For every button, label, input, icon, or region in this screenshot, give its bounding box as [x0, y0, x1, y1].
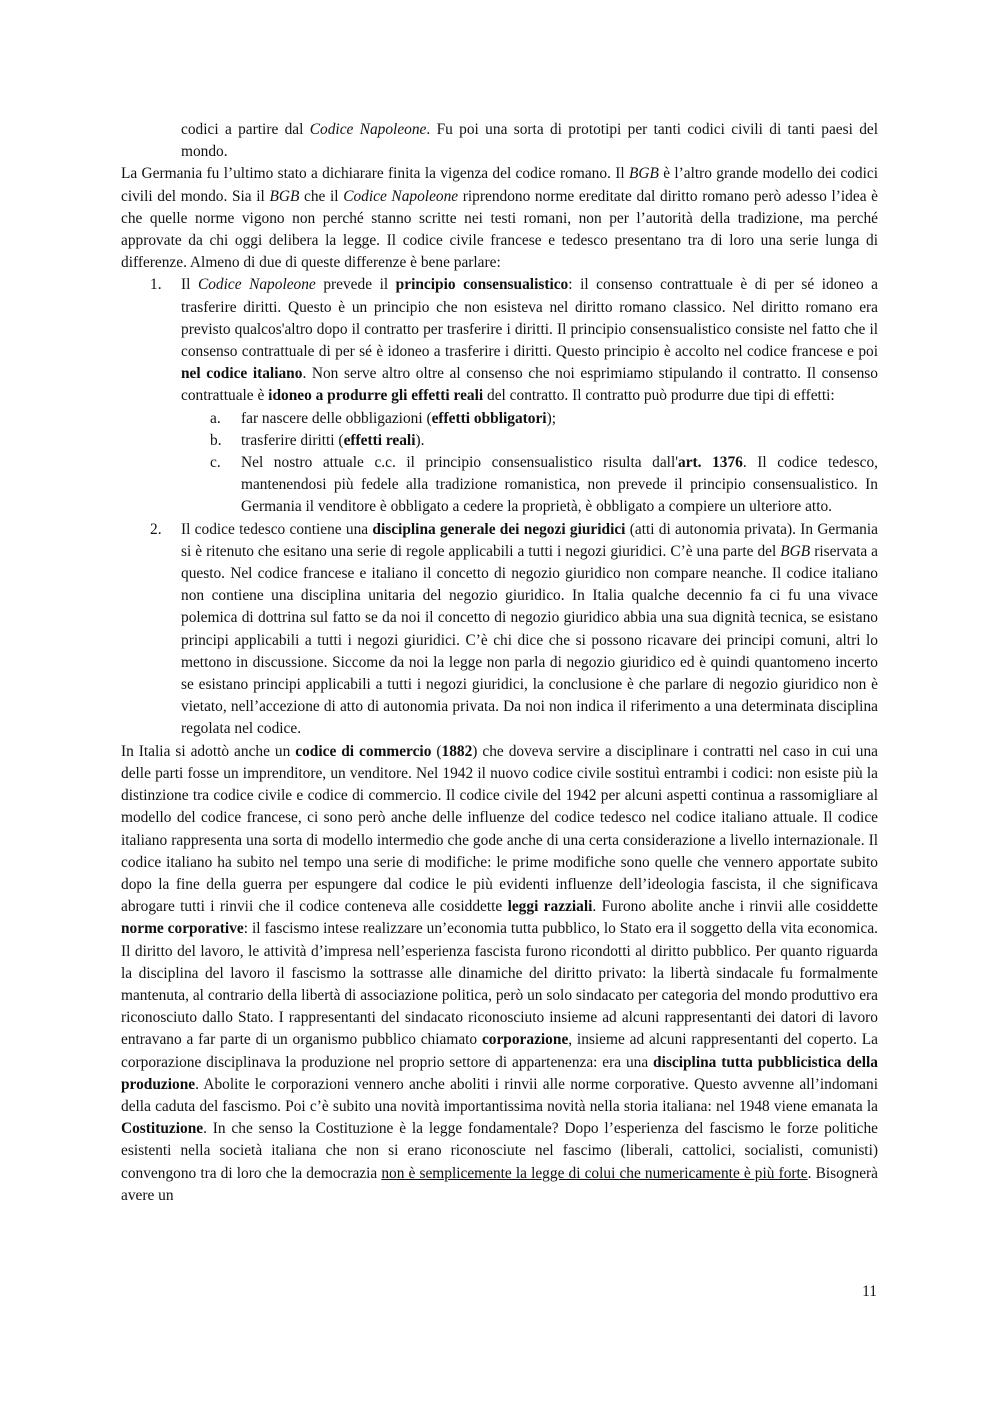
text-run: : il consenso contrattuale è di per sé idoneo a trasferire diritti. Questo è un principio che non esisteva nel diritto romano classico. Nel diritto romano era previsto qualcos'altro dopo il contratto per trasferire i diritti. Il principio consensualistico consiste nel fatto che il consenso contrattuale di per sé è idoneo a trasferire i diritti. Questo principio è accolto nel codice francese e poi	[181, 276, 879, 361]
sub-item-text	[241, 408, 878, 430]
text-run: . Fu poi una sorta di prototipi per tanti codici civili di tanti paesi del mondo.	[181, 121, 879, 161]
underlined-phrase: non è semplicemente la legge di colui che numericamente è più forte	[381, 1164, 808, 1182]
text-run: è l’altro grande modello dei codici civili del mondo. Sia il	[121, 165, 878, 205]
bold-term: 1882	[441, 742, 473, 760]
text-run: . Bisognerà avere un	[121, 1164, 878, 1204]
italic-term: BGB	[269, 187, 300, 205]
numbered-list	[121, 274, 878, 740]
page-content	[121, 119, 878, 1207]
text-run: ).	[415, 431, 425, 449]
text-run: del contratto. Il contratto può produrre due tipi di effetti:	[483, 387, 835, 405]
bold-term: idoneo a produrre gli effetti reali	[268, 387, 484, 405]
bold-term: effetti obbligatori	[431, 409, 547, 427]
sub-item-text	[241, 452, 878, 519]
list-number: 1.	[150, 276, 162, 294]
list-item-1	[121, 274, 878, 518]
text-run: (atti di autonomia privata). In Germania si è ritenuto che esitano una serie di regole applicabili a tutti i negozi giuridici. C’è una parte del	[181, 520, 878, 560]
list-item-text	[181, 274, 878, 407]
text-run: );	[546, 409, 556, 427]
bold-term: norme corporative	[121, 920, 244, 938]
text-run: . Furono abolite anche i rinvii alle cosiddette	[592, 898, 878, 916]
text-run: Nel nostro attuale c.c. il principio consensualistico risulta dall'	[241, 454, 678, 472]
bold-term: leggi razziali	[507, 898, 593, 916]
sub-item-letter: c.	[210, 454, 221, 472]
bold-term: disciplina generale dei negozi giuridici	[372, 520, 626, 538]
text-run: riprendono norme ereditate dal diritto romano però adesso l’idea è che quelle norme vigono non perché stanno scritte nei testi romani, non per l’autorità della tradizione, ma perché approvate da chi oggi delibera la legge. Il codice civile francese e tedesco presentano tra di loro una serie lunga di differenze. Almeno di due di queste differenze è bene parlare:	[121, 187, 879, 272]
text-run: : il fascismo intese realizzare un’economia tutta pubblico, lo Stato era il soggetto della vita economica. Il diritto del lavoro, le attività d’impresa nell’esperienza fascista furono ricondotti al diritto pubblico. Per quanto riguarda la disciplina del lavoro il fascismo la sottrasse alle dinamiche del diritto privato: la libertà sindacale fu formalmente mantenuta, al contrario della libertà di associazione politica, però un solo sindacato per categoria del mondo produttivo era riconosciuto dallo Stato. I rappresentanti del sindacato riconosciuto insieme ad alcuni rappresentanti dei datori di lavoro entravano a far parte di un organismo pubblico chiamato	[121, 920, 878, 1049]
italic-term: Codice Napoleone	[197, 276, 316, 294]
sub-item-c	[181, 452, 878, 519]
sub-item-letter: b.	[210, 431, 222, 449]
bold-term: art. 1376	[678, 454, 743, 472]
text-run: . Abolite le corporazioni vennero anche aboliti i rinvii alle norme corporative. Questo avvenne all’indomani della caduta del fascismo. Poi c’è subito una novità importantissima novità nella storia italiana: nel 1948 viene emanata la	[121, 1075, 878, 1115]
text-run: codici a partire dal	[181, 121, 310, 138]
bold-term: effetti reali	[343, 431, 416, 449]
italic-term: Codice Napoleone	[343, 187, 459, 205]
bold-term: nel codice italiano	[181, 365, 303, 383]
text-run: che il	[299, 187, 344, 205]
italic-term: BGB	[780, 542, 811, 560]
text-run: In Italia si adottò anche un	[121, 742, 296, 760]
text-run: La Germania fu l’ultimo stato a dichiarare finita la vigenza del codice romano. Il	[121, 165, 629, 183]
bold-term: Costituzione	[121, 1120, 204, 1138]
paragraph-italia	[121, 741, 878, 1207]
bold-term: corporazione	[481, 1031, 569, 1049]
sub-item-letter: a.	[210, 409, 221, 427]
paragraph-germania	[121, 163, 878, 274]
italic-term: BGB	[628, 165, 659, 183]
bold-term: disciplina tutta pubblicistica della produzione	[121, 1053, 879, 1093]
text-run: (	[431, 742, 442, 760]
text-run: Il	[181, 276, 198, 294]
bold-term: principio consensualistico	[395, 276, 569, 294]
text-run: trasferire diritti (	[241, 431, 344, 449]
text-run: riservata a questo. Nel codice francese e italiano il concetto di negozio giuridico non compare neanche. Il codice italiano non contiene una disciplina unitaria del negozio giuridico. In Italia qualche decennio fa ci fu una vivace polemica di dottrina sul fatto se da noi il concetto di negozio giuridico abbia una sua dignità tecnica, se esistano principi applicabili a tutti i negozi giuridici. C’è chi dice che si possono ricavare dei principi comuni, altri lo mettono in discussione. Siccome da noi la legge non parla di negozio giuridico ed è quindi quantomeno incerto se esistano principi applicabili a tutti i negozi giuridici, la conclusione è che parlare di negozio giuridico non è vietato, nell’accezione di atto di autonomia privata. Da noi non indica il riferimento a una determinata disciplina regolata nel codice.	[181, 542, 878, 738]
text-run: prevede il	[315, 276, 396, 294]
list-item-2	[121, 519, 878, 741]
text-run: far nascere delle obbligazioni (	[241, 409, 432, 427]
sub-item-text	[241, 430, 878, 452]
sub-item-b	[181, 430, 878, 452]
text-run: , insieme ad alcuni rappresentanti del coperto. La corporazione disciplinava la produzione nel proprio settore di appartenenza: era una	[121, 1031, 878, 1071]
italic-term: Codice Napoleone	[309, 121, 427, 138]
text-run: . Il codice tedesco, mantenendosi più fedele alla tradizione romanistica, non prevede il principio consensualistico. In Germania il venditore è obbligato a cedere la proprietà, è obbligato a compiere un ulteriore atto.	[241, 454, 878, 516]
text-run: Il codice tedesco contiene una	[181, 520, 373, 538]
page-number: 11	[862, 1283, 877, 1300]
lettered-list	[181, 408, 878, 519]
list-number: 2.	[150, 520, 162, 538]
text-run: ) che doveva servire a disciplinare i contratti nel caso in cui una delle parti fosse un imprenditore, un venditore. Nel 1942 il nuovo codice civile sostituì entrambi i codici: non esiste più la distinzione tra codice civile e codice di commercio. Il codice civile del 1942 per alcuni aspetti continua a rassomigliare al modello del codice francese, ci sono però anche delle influenze del codice tedesco nel codice italiano attuale. Il codice italiano rappresenta una sorta di modello intermedio che gode anche di una certa considerazione a livello internazionale. Il codice italiano ha subito nel tempo una serie di modifiche: le prime modifiche sono quelle che vennero apportate subito dopo la fine della guerra per espungere dal codice le più evidenti influenze dell’ideologia fascista, il che significava abrogare tutti i rinvii che il codice conteneva alle cosiddette	[121, 742, 878, 916]
text-run: . Non serve altro oltre al consenso che noi esprimiamo stipulando il contratto. Il consenso contrattuale è	[181, 365, 878, 405]
bold-term: codice di commercio	[295, 742, 432, 760]
text-run: . In che senso la Costituzione è la legge fondamentale? Dopo l’esperienza del fascismo le forze politiche esistenti nella società italiana che non si erano riconosciute nel fascimo (liberali, cattolici, socialisti, comunisti) convengono tra di loro che la democrazia	[121, 1120, 878, 1182]
list-item-text	[181, 519, 878, 741]
intro-continuation	[121, 119, 878, 163]
sub-item-a	[181, 408, 878, 430]
